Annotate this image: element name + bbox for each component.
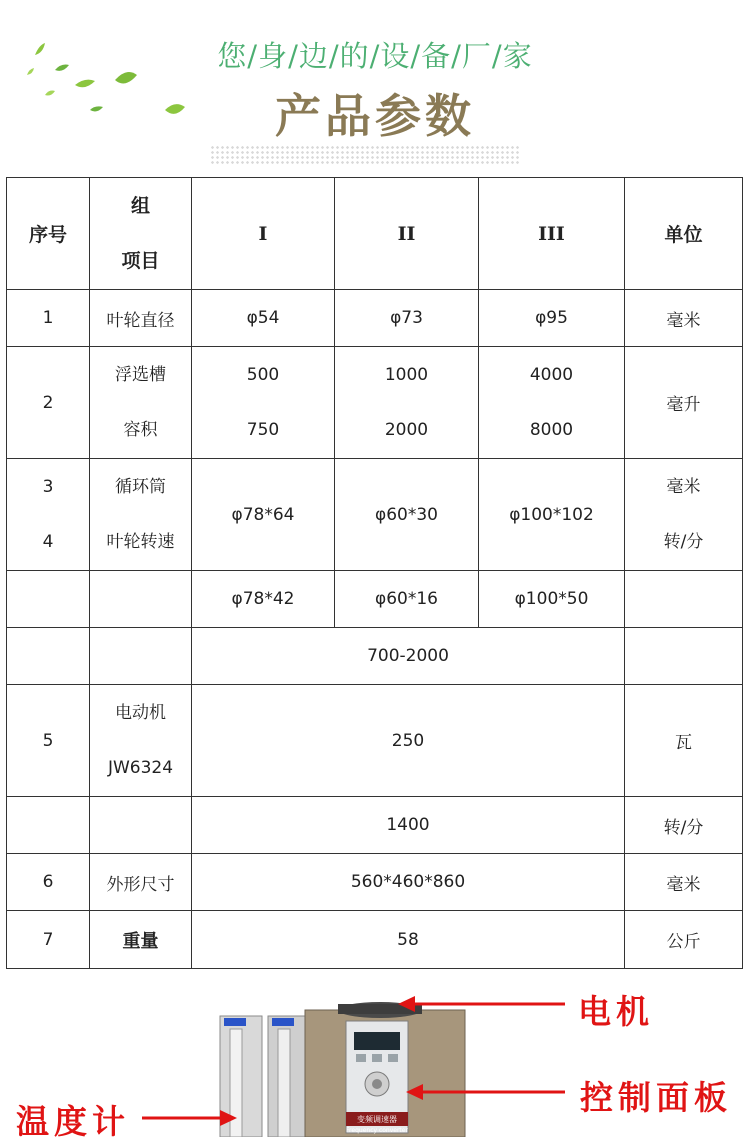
cell-item-line: 容积 [123,419,158,440]
cell-c3 [479,347,625,459]
cell-item: 叶轮直径 [90,290,192,347]
cell-c3: φ95 [479,290,625,347]
header-unit: 单位 [625,178,743,290]
header-no: 序号 [7,178,90,290]
cell-unit-line: 转/分 [663,531,704,552]
spec-table [6,177,743,969]
cell-c1: φ78*42 [192,571,335,628]
cell-c1: φ54 [192,290,335,347]
header [0,0,750,175]
cell-no: 6 [7,854,90,911]
table-row [7,628,743,685]
label-thermometer: 温度计 [16,1102,130,1141]
table-row [7,290,743,347]
cell-unit: 转/分 [625,797,743,854]
cell-span: 560*460*860 [192,854,625,911]
cell-item-line: 循环筒 [115,476,166,497]
cell-item [90,685,192,797]
panel-badge-text: 变频调速器 [357,1115,397,1124]
header-col-3: III [479,178,625,290]
cell-unit: 瓦 [625,685,743,797]
table-row [7,347,743,459]
cell-value: 4000 [529,364,574,385]
cell-item-line: 浮选槽 [115,364,166,385]
table-row [7,459,743,571]
table-row [7,911,743,969]
header-item-label: 项目 [121,249,160,272]
product-photo [0,974,750,1141]
cell-c3: φ100*50 [479,571,625,628]
cell-c2: φ73 [335,290,479,347]
cell-span: 700-2000 [192,628,625,685]
cell-span: 58 [192,911,625,969]
cell-item [90,571,192,628]
cell-item-line: 电动机 [115,702,166,723]
cell-value: 750 [246,419,280,440]
label-motor: 电机 [578,992,654,1031]
cell-no-line: 4 [42,531,54,552]
table-row [7,797,743,854]
header-group: 组 [130,194,150,217]
cell-item-line: 叶轮转速 [106,531,175,552]
cell-no-line: 3 [42,476,54,497]
cell-value: 1000 [384,364,429,385]
cell-unit [625,459,743,571]
cell-no: 2 [7,347,90,459]
tagline: 您/身/边/的/设/备/厂/家 [217,39,533,73]
cell-unit: 毫升 [625,347,743,459]
cell-unit [625,571,743,628]
cell-value: 500 [246,364,280,385]
cell-item [90,797,192,854]
label-control-panel: 控制面板 [580,1078,732,1117]
cell-span: 1400 [192,797,625,854]
cell-no [7,797,90,854]
cell-unit: 毫米 [625,290,743,347]
cell-c2: φ60*16 [335,571,479,628]
cell-unit: 毫米 [625,854,743,911]
cell-unit: 公斤 [625,911,743,969]
cell-c2: φ60*30 [335,459,479,571]
cell-value: 2000 [384,419,429,440]
cell-no: 1 [7,290,90,347]
cell-c3: φ100*102 [479,459,625,571]
page-title: 产品参数 [275,89,475,143]
table-header-row [7,178,743,290]
panel-badge-en-text: Frequency converter [346,1127,408,1134]
cell-no [7,571,90,628]
cell-item [90,628,192,685]
cell-no: 7 [7,911,90,969]
cell-item [90,347,192,459]
header-col-1: I [192,178,335,290]
cell-no: 5 [7,685,90,797]
header-col-2: II [335,178,479,290]
cell-c2 [335,347,479,459]
cell-unit [625,628,743,685]
dot-divider [210,145,520,165]
cell-item-line: JW6324 [107,757,174,778]
cell-c1: φ78*64 [192,459,335,571]
table-row [7,685,743,797]
cell-value: 8000 [529,419,574,440]
cell-no [7,628,90,685]
cell-item: 外形尺寸 [90,854,192,911]
cell-unit-line: 毫米 [666,476,701,497]
header-item [90,178,192,290]
cell-c1 [192,347,335,459]
cell-span: 250 [192,685,625,797]
cell-item: 重量 [90,911,192,969]
table-row [7,571,743,628]
table-row [7,854,743,911]
cell-no [7,459,90,571]
cell-item [90,459,192,571]
